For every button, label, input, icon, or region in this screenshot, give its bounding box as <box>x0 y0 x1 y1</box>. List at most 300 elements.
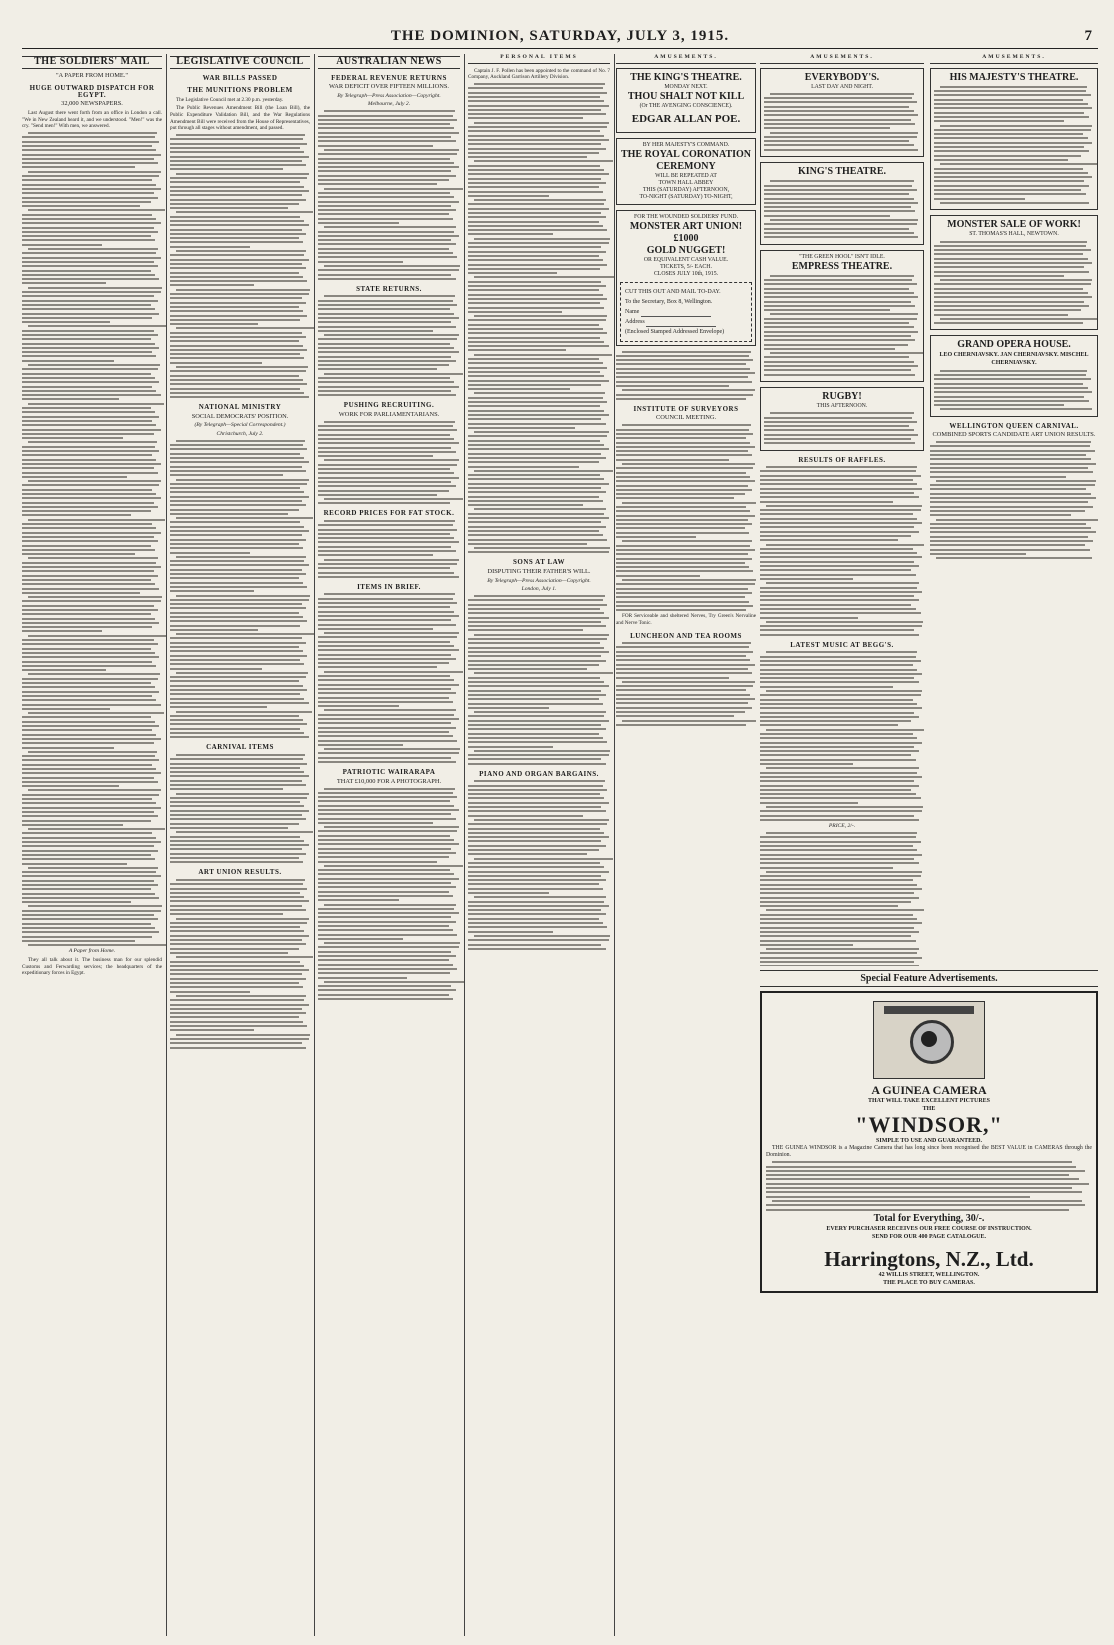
sale-of-work-ad <box>930 215 1098 330</box>
text-line <box>318 658 456 660</box>
text-line <box>468 892 549 894</box>
text-line <box>28 364 160 366</box>
text-line <box>474 508 606 510</box>
text-line <box>764 309 890 311</box>
text-line <box>474 547 610 549</box>
coupon-name-field[interactable] <box>641 310 711 317</box>
text-line <box>468 849 599 851</box>
text-line <box>616 485 748 487</box>
article-body <box>766 1161 1092 1210</box>
text-line <box>468 677 600 679</box>
text-line <box>318 425 453 427</box>
article-body <box>468 595 610 765</box>
text-line <box>170 780 302 782</box>
text-line <box>468 948 606 950</box>
text-line <box>930 450 1095 452</box>
text-line <box>22 179 152 181</box>
text-line <box>934 103 1088 105</box>
text-line <box>318 964 453 966</box>
text-line <box>170 1042 302 1044</box>
text-line <box>318 805 454 807</box>
text-line <box>22 695 152 697</box>
text-line <box>22 222 161 224</box>
article-body <box>318 421 460 505</box>
text-line <box>616 381 752 383</box>
text-line <box>170 1016 299 1018</box>
text-line <box>170 655 307 657</box>
text-line <box>170 521 300 523</box>
text-line <box>170 965 304 967</box>
text-line <box>318 563 457 565</box>
text-line <box>170 896 304 898</box>
text-line <box>318 835 450 837</box>
article-body <box>934 241 1094 325</box>
text-line <box>170 310 303 312</box>
ad-offer: EVERY PURCHASER RECEIVES OUR FREE COURSE OF INSTRUCTION. <box>826 1225 1032 1232</box>
article-body <box>764 412 920 444</box>
text-line <box>170 814 302 816</box>
text-line <box>616 532 749 534</box>
ticket-price: TICKETS, 5/- EACH. <box>660 263 712 270</box>
text-line <box>318 727 456 729</box>
text-line <box>468 931 553 933</box>
text-line <box>318 792 453 794</box>
text-line <box>22 429 161 431</box>
text-line <box>930 471 1093 473</box>
company-address: 42 WILLIS STREET, WELLINGTON. <box>878 1271 980 1278</box>
text-line <box>170 1021 303 1023</box>
royal-coronation-ad <box>616 138 756 205</box>
subhead: SOCIAL DEMOCRATS' POSITION. <box>191 412 289 420</box>
text-line <box>468 513 604 515</box>
text-line <box>930 514 1071 516</box>
text-line <box>760 604 911 606</box>
text-line <box>934 107 1092 109</box>
text-line <box>764 305 915 307</box>
article-body <box>318 295 460 396</box>
text-line <box>760 483 917 485</box>
text-line <box>468 444 604 446</box>
text-line <box>170 844 309 846</box>
text-line <box>22 175 159 177</box>
text-line <box>22 678 158 680</box>
text-line <box>22 506 158 508</box>
text-line <box>468 178 601 180</box>
text-line <box>318 529 457 531</box>
text-line <box>760 617 858 619</box>
text-line <box>468 728 606 730</box>
text-line <box>170 539 306 541</box>
text-line <box>766 1187 1072 1189</box>
text-line <box>318 127 454 129</box>
nugget-title: GOLD NUGGET! <box>646 244 726 256</box>
text-line <box>170 552 250 554</box>
text-line <box>22 532 161 534</box>
text-line <box>468 625 606 627</box>
text-line <box>318 438 454 440</box>
text-line <box>22 652 155 654</box>
text-line <box>622 720 756 722</box>
text-line <box>22 609 158 611</box>
text-line <box>934 245 1086 247</box>
text-line <box>468 901 604 903</box>
text-line <box>170 199 306 201</box>
text-line <box>940 125 1092 127</box>
text-line <box>318 955 456 957</box>
text-line <box>764 127 890 129</box>
text-line <box>22 704 161 706</box>
text-line <box>468 815 583 817</box>
text-line <box>616 664 755 666</box>
text-line <box>468 100 604 102</box>
text-line <box>170 224 309 226</box>
text-line <box>318 162 454 164</box>
text-line <box>22 145 152 147</box>
text-line <box>930 553 1026 555</box>
text-line <box>22 888 151 890</box>
text-line <box>468 944 601 946</box>
text-line <box>930 445 1090 447</box>
text-line <box>22 330 154 332</box>
text-line <box>940 241 1087 243</box>
text-line <box>616 689 746 691</box>
text-line <box>318 861 437 863</box>
article-body <box>170 134 310 398</box>
text-line <box>22 656 159 658</box>
text-line <box>22 158 154 160</box>
text-line <box>318 675 450 677</box>
text-line <box>324 826 459 828</box>
text-line <box>324 149 459 151</box>
text-line <box>760 961 914 963</box>
text-line <box>468 341 604 343</box>
text-line <box>760 754 911 756</box>
text-line <box>616 659 750 661</box>
text-line <box>318 434 450 436</box>
text-line <box>22 850 158 852</box>
text-line <box>170 194 302 196</box>
text-line <box>22 747 114 749</box>
text-line <box>170 900 309 902</box>
ad-venue: ST. THOMAS'S HALL, NEWTOWN. <box>969 231 1059 238</box>
text-line <box>764 344 908 346</box>
text-line <box>22 755 155 757</box>
text-line <box>22 360 114 362</box>
text-line <box>616 372 755 374</box>
text-line <box>318 209 456 211</box>
coupon-name-label: Name <box>625 308 640 315</box>
text-line <box>318 606 450 608</box>
text-line <box>616 601 749 603</box>
article-body <box>468 780 610 950</box>
text-line <box>764 228 909 230</box>
text-line <box>170 758 303 760</box>
text-line <box>176 1034 310 1036</box>
text-line <box>764 232 914 234</box>
text-line <box>766 690 922 692</box>
text-line <box>934 185 1089 187</box>
headline: WELLINGTON QUEEN CARNIVAL. <box>949 421 1079 430</box>
article-body <box>170 440 310 738</box>
text-line <box>930 467 1088 469</box>
text-line <box>764 198 914 200</box>
ad-subtitle: LAST DAY AND NIGHT. <box>811 83 873 90</box>
text-line <box>22 136 155 138</box>
headline: CARNIVAL ITEMS <box>206 743 274 752</box>
text-line <box>170 168 283 170</box>
text-line <box>22 411 155 413</box>
text-line <box>934 301 1084 303</box>
text-line <box>170 818 306 820</box>
text-line <box>170 513 288 515</box>
text-line <box>22 154 161 156</box>
text-line <box>468 939 609 941</box>
text-line <box>170 663 304 665</box>
headline: NATIONAL MINISTRY <box>198 403 282 412</box>
text-line <box>760 815 914 817</box>
text-line <box>468 281 601 283</box>
text-line <box>616 476 750 478</box>
text-line <box>622 579 756 581</box>
classified-ad: FOR Serviceable and sheltered Nerves, Try Green's Nervaline and Nerve Tonic. <box>616 613 756 626</box>
text-line <box>930 523 1086 525</box>
show-date: MONDAY NEXT. <box>664 83 708 90</box>
text-line <box>22 235 151 237</box>
text-line <box>170 599 309 601</box>
text-line <box>318 822 433 824</box>
text-line <box>468 165 600 167</box>
text-line <box>22 381 159 383</box>
article-body <box>318 110 460 280</box>
text-line <box>170 138 303 140</box>
text-line <box>324 265 460 267</box>
text-line <box>934 266 1084 268</box>
text-line <box>318 360 456 362</box>
text-line <box>318 274 451 276</box>
text-line <box>468 793 600 795</box>
text-line <box>934 253 1083 255</box>
text-line <box>318 649 459 651</box>
text-line <box>318 308 450 310</box>
headline: SONS AT LAW <box>513 558 565 567</box>
text-line <box>324 520 455 522</box>
text-line <box>170 775 309 777</box>
text-line <box>318 645 454 647</box>
text-line <box>474 315 607 317</box>
text-line <box>22 630 102 632</box>
text-line <box>764 356 909 358</box>
coupon-heading: CUT THIS OUT AND MAIL TO-DAY. <box>625 288 721 295</box>
text-line <box>766 621 923 623</box>
text-line <box>760 488 922 490</box>
text-line <box>22 626 152 628</box>
text-line <box>760 574 916 576</box>
text-line <box>318 490 449 492</box>
text-line <box>468 698 599 700</box>
text-line <box>760 733 913 735</box>
article-body <box>616 642 756 726</box>
text-line <box>622 389 755 391</box>
text-line <box>468 349 566 351</box>
text-line <box>28 325 167 327</box>
text-line <box>28 867 158 869</box>
text-line <box>22 764 152 766</box>
text-line <box>318 278 456 280</box>
text-line <box>934 94 1091 96</box>
text-line <box>468 483 609 485</box>
text-line <box>934 155 1081 157</box>
article-body <box>22 132 162 946</box>
text-line <box>764 149 918 151</box>
text-line <box>170 272 299 274</box>
text-line <box>324 459 459 461</box>
text-line <box>930 549 1090 551</box>
text-line <box>468 268 600 270</box>
text-line <box>22 141 159 143</box>
text-line <box>468 328 603 330</box>
company-slogan: THE PLACE TO BUY CAMERAS. <box>883 1279 975 1286</box>
text-line <box>318 472 454 474</box>
text-line <box>474 431 609 433</box>
text-line <box>760 854 922 856</box>
text-line <box>766 466 917 468</box>
text-line <box>324 593 455 595</box>
text-line <box>22 820 151 822</box>
text-line <box>760 578 853 580</box>
text-line <box>760 944 853 946</box>
company-name: Harringtons, N.Z., Ltd. <box>824 1246 1034 1271</box>
text-line <box>176 250 306 252</box>
text-line <box>318 145 433 147</box>
text-line <box>318 256 457 258</box>
text-line <box>760 673 922 675</box>
order-coupon[interactable] <box>620 282 752 342</box>
text-line <box>760 905 898 907</box>
text-line <box>760 634 919 636</box>
text-line <box>468 113 606 115</box>
ad-headline: A GUINEA CAMERA <box>871 1083 987 1097</box>
windsor-camera-ad <box>760 991 1098 1293</box>
subhead: 32,000 NEWSPAPERS. <box>61 100 123 108</box>
text-line <box>318 619 451 621</box>
newspaper-title: THE DOMINION, SATURDAY, JULY 3, 1915. <box>390 28 730 44</box>
text-line <box>22 459 156 461</box>
text-line <box>766 1191 1082 1193</box>
dateline: Melbourne, July 2. <box>367 101 411 108</box>
text-line <box>468 694 606 696</box>
text-line <box>468 337 600 339</box>
text-line <box>468 345 609 347</box>
text-line <box>22 880 154 882</box>
text-line <box>936 557 1092 559</box>
text-line <box>930 531 1096 533</box>
text-line <box>760 935 911 937</box>
text-line <box>318 269 459 271</box>
text-line <box>170 948 299 950</box>
text-line <box>468 203 604 205</box>
headline: ART UNION RESULTS. <box>198 868 282 877</box>
text-line <box>760 591 922 593</box>
theatre-name: THE KING'S THEATRE. <box>630 71 742 83</box>
article-body <box>170 754 310 863</box>
text-line <box>468 242 609 244</box>
text-line <box>468 720 609 722</box>
text-line <box>22 815 158 817</box>
text-line <box>468 491 606 493</box>
text-line <box>318 442 459 444</box>
text-line <box>934 391 1092 393</box>
text-line <box>22 257 161 259</box>
text-line <box>318 477 459 479</box>
text-line <box>22 467 154 469</box>
text-line <box>764 279 912 281</box>
text-line <box>318 688 451 690</box>
text-line <box>760 509 921 511</box>
text-line <box>760 496 919 498</box>
text-line <box>318 381 454 383</box>
text-line <box>934 172 1088 174</box>
royal-title: THE ROYAL CORONATION CEREMONY <box>620 148 752 172</box>
text-line <box>318 213 449 215</box>
text-line <box>22 510 151 512</box>
text-line <box>318 985 451 987</box>
text-line <box>176 440 305 442</box>
text-line <box>318 899 399 901</box>
text-line <box>468 229 607 231</box>
text-line <box>170 229 302 231</box>
article-body <box>318 520 460 578</box>
text-line <box>22 592 140 594</box>
ad-catalogue: SEND FOR OUR 400 PAGE CATALOGUE. <box>871 1233 986 1240</box>
text-line <box>318 722 451 724</box>
text-line <box>318 231 454 233</box>
text-line <box>616 359 753 361</box>
text-line <box>318 615 459 617</box>
text-line <box>170 646 299 648</box>
text-line <box>170 805 304 807</box>
text-line <box>930 488 1086 490</box>
text-line <box>760 712 914 714</box>
text-line <box>170 461 309 463</box>
text-line <box>616 363 746 365</box>
text-line <box>170 573 306 575</box>
text-line <box>22 588 159 590</box>
text-line <box>22 871 156 873</box>
text-line <box>28 441 157 443</box>
text-line <box>318 140 456 142</box>
text-line <box>934 150 1089 152</box>
text-line <box>22 798 152 800</box>
text-line <box>22 351 152 353</box>
text-line <box>468 690 601 692</box>
text-line <box>622 351 751 353</box>
text-line <box>170 164 306 166</box>
text-line <box>170 203 299 205</box>
text-line <box>770 93 914 95</box>
text-line <box>474 276 615 278</box>
coupon-address-field[interactable] <box>646 320 716 327</box>
text-line <box>468 707 549 709</box>
text-line <box>170 706 267 708</box>
text-line <box>930 497 1096 499</box>
text-line <box>22 725 159 727</box>
text-line <box>176 366 308 368</box>
text-line <box>22 781 158 783</box>
text-line <box>616 510 750 512</box>
text-line <box>22 493 156 495</box>
text-line <box>170 383 307 385</box>
text-line <box>934 309 1081 311</box>
